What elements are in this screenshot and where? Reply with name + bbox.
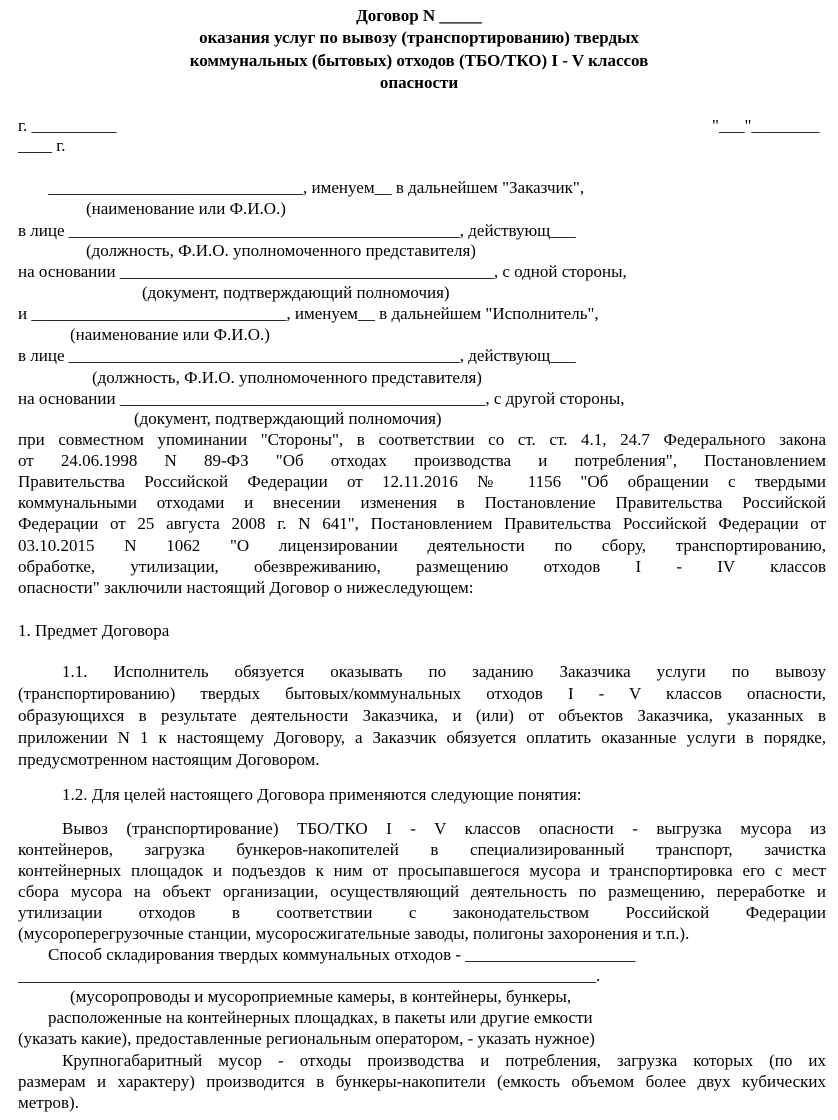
storage-method-hint: расположенные на контейнерных площадках, в пакеты или другие емкости <box>48 1008 593 1027</box>
customer-basis-line: на основании ____________________________________________, с одной стороны, <box>18 262 627 281</box>
clause-1-1-line: (транспортированию) твердых бытовых/коммунальных отходов I - V классов опасности, <box>18 684 826 703</box>
definition-line: утилизации отходов в соответствии с законодательством Российской Федерации <box>18 903 826 922</box>
customer-name-hint: (наименование или Ф.И.О.) <box>86 199 286 218</box>
contractor-basis-line: на основании ___________________________________________, с другой стороны, <box>18 389 625 408</box>
contractor-name-line: и ______________________________, именуем__ в дальнейшем "Исполнитель", <box>18 304 599 323</box>
storage-method-hint: (указать какие), предоставленные региональным оператором, - указать нужное) <box>18 1029 595 1048</box>
contract-subtitle-line-2: коммунальных (бытовых) отходов (ТБО/ТКО) I - V классов <box>189 51 649 70</box>
bulky-waste-line-last: метров). <box>18 1093 79 1112</box>
definition-line-last: (мусороперегрузочные станции, мусоросжигательные заводы, полигоны захоронения и т.п.). <box>18 924 690 943</box>
contract-title: Договор N _____ <box>356 6 482 25</box>
definition-line: контейнеров, загрузка бункеров-накопителей в специализированный транспорт, зачистка <box>18 840 826 859</box>
section-heading: 1. Предмет Договора <box>18 621 170 640</box>
clause-1-1-line: 1.1. Исполнитель обязуется оказывать по заданию Заказчика услуги по вывозу <box>62 662 826 681</box>
city-field: г. __________ <box>18 116 117 135</box>
bulky-waste-line: Крупногабаритный мусор - отходы производства и потребления, загрузка которых (по их <box>62 1051 826 1070</box>
preamble-line: Правительства Российской Федерации от 12.11.2016 № 1156 "Об обращении с твердыми <box>18 472 826 491</box>
clause-1-1-line-last: предусмотренном настоящим Договором. <box>18 750 320 769</box>
customer-basis-hint: (документ, подтверждающий полномочия) <box>142 283 450 302</box>
clause-1-2: 1.2. Для целей настоящего Договора применяются следующие понятия: <box>62 785 582 804</box>
storage-method-hint: (мусоропроводы и мусороприемные камеры, в контейнеры, бункеры, <box>70 987 572 1006</box>
preamble-line: коммунальными отходами и внесении изменения в Постановление Правительства Российской <box>18 493 826 512</box>
definition-line: контейнерных площадок и подъездов к ним от просыпавшегося мусора и транспортировка его с мест <box>18 861 826 880</box>
contractor-basis-hint: (документ, подтверждающий полномочия) <box>134 409 442 428</box>
preamble-line: 03.10.2015 N 1062 "О лицензировании деятельности по сбору, транспортированию, <box>18 536 826 555</box>
customer-representative-hint: (должность, Ф.И.О. уполномоченного представителя) <box>86 241 476 260</box>
preamble-line-last: опасности" заключили настоящий Договор о нижеследующем: <box>18 578 474 597</box>
date-field-day-month: "___"________ <box>712 116 820 135</box>
preamble-line: обработке, утилизации, обезвреживанию, размещению отходов I - IV классов <box>18 557 826 576</box>
storage-method-blank-line: ____________________________________________________________________. <box>18 966 601 985</box>
customer-representative-line: в лице ______________________________________________, действующ___ <box>18 221 576 240</box>
contractor-name-hint: (наименование или Ф.И.О.) <box>70 325 270 344</box>
customer-name-line: ______________________________, именуем__ в дальнейшем "Заказчик", <box>48 178 585 197</box>
contractor-representative-line: в лице ______________________________________________, действующ___ <box>18 346 576 365</box>
bulky-waste-line: размерам и характеру) производится в бункеры-накопители (емкость объемом более двух кубических <box>18 1072 826 1091</box>
contractor-representative-hint: (должность, Ф.И.О. уполномоченного представителя) <box>92 368 482 387</box>
preamble-line: при совместном упоминании "Стороны", в соответствии со ст. ст. 4.1, 24.7 Федерального закона <box>18 430 826 449</box>
contract-subtitle-line-1: оказания услуг по вывозу (транспортированию) твердых <box>199 28 639 47</box>
date-field-year: ____ г. <box>18 136 66 155</box>
storage-method-line: Способ складирования твердых коммунальных отходов - ____________________ <box>48 945 636 964</box>
clause-1-1-line: образующихся в результате деятельности Заказчика, и (или) от объектов Заказчика, указанных в <box>18 706 826 725</box>
clause-1-1-line: приложении N 1 к настоящему Договору, а Заказчик обязуется оплатить оказанные услуги в порядке, <box>18 728 826 747</box>
definition-line: сбора мусора на объект организации, осуществляющий деятельность по размещению, переработке и <box>18 882 826 901</box>
preamble-line: от 24.06.1998 N 89-ФЗ "Об отходах производства и потребления", Постановлением <box>18 451 826 470</box>
contract-subtitle-line-3: опасности <box>379 73 459 92</box>
preamble-line: Федерации от 25 августа 2008 г. N 641", Постановлением Правительства Российской Федерации от <box>18 514 826 533</box>
definition-line: Вывоз (транспортирование) ТБО/ТКО I - V классов опасности - выгрузка мусора из <box>62 819 826 838</box>
